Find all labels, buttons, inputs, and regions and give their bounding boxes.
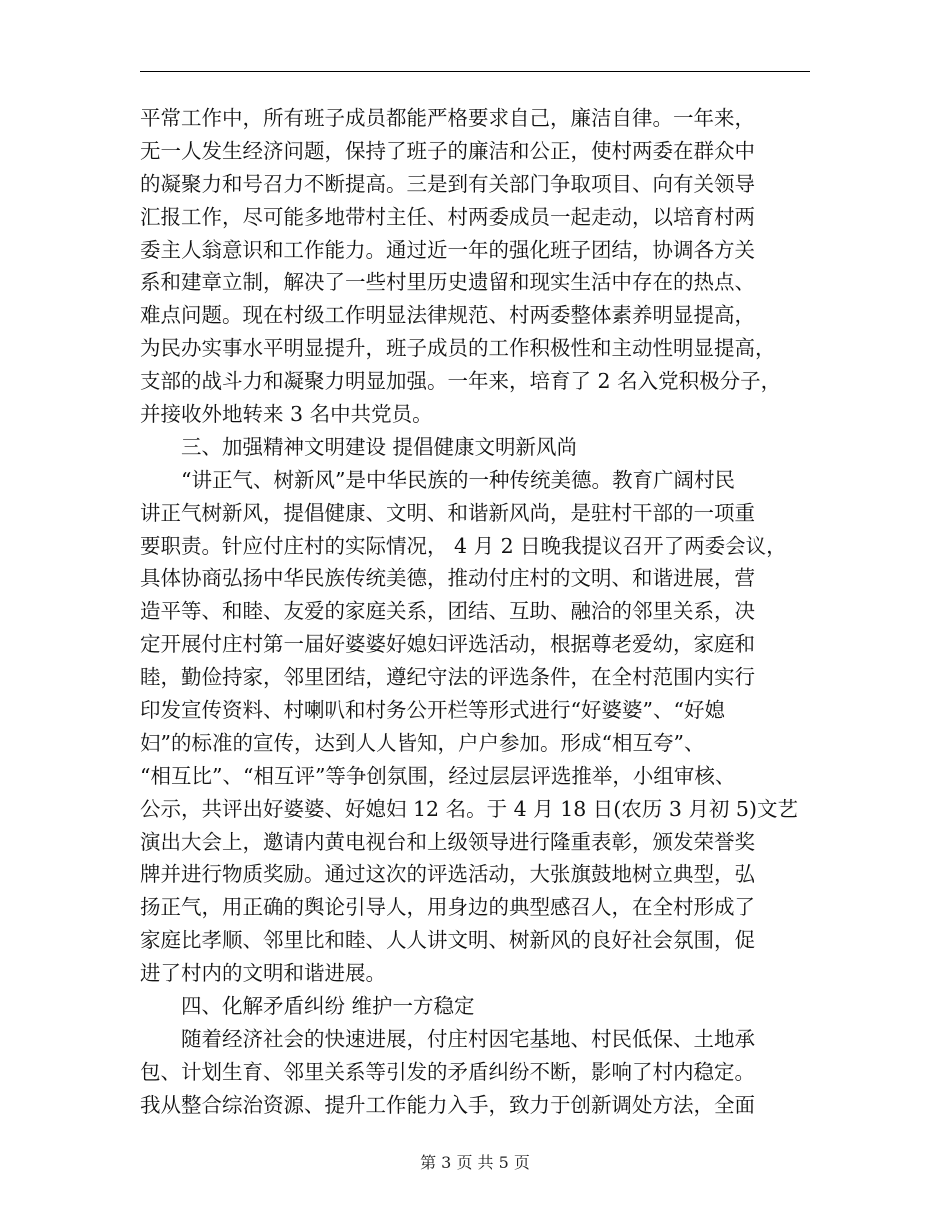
text-line: 进了村内的文明和谐进展。 [140,961,386,986]
text-line: 家庭比孝顺、邻里比和睦、人人讲文明、树新风的良好社会氛围，促 [140,928,755,953]
text-line: 包、计划生育、邻里关系等引发的矛盾纠纷不断，影响了村内稳定。 [140,1059,755,1084]
text-line: 的凝聚力和号召力不断提高。三是到有关部门争取项目、向有关领导 [140,171,755,196]
text-line: 为民办实事水平明显提升，班子成员的工作积极性和主动性明显提高， [140,336,776,361]
text-line: 印发宣传资料、村喇叭和村务公开栏等形式进行“好婆婆”、“好媳 [140,698,725,723]
text-line: 难点问题。现在村级工作明显法律规范、村两委整体素养明显提高， [140,303,755,328]
text-line: 委主人翁意识和工作能力。通过近一年的强化班子团结，协调各方关 [140,237,755,262]
text-line: 要职责。针应付庄村的实际情况， 4 月 2 日晚我提议召开了两委会议， [140,533,787,558]
text-line: “讲正气、树新风”是中华民族的一种传统美德。教育广阔村民 [181,467,735,492]
text-line: 造平等、和睦、友爱的家庭关系，团结、互助、融洽的邻里关系，决 [140,599,755,624]
text-line: 我从整合综治资源、提升工作能力入手，致力于创新调处方法，全面 [140,1092,755,1117]
document-body [140,102,812,1122]
text-line: 随着经济社会的快速进展，付庄村因宅基地、村民低保、土地承 [181,1026,755,1051]
text-line: 扬正气，用正确的舆论引导人，用身边的典型感召人，在全村形成了 [140,895,755,920]
text-line: 公示，共评出好婆婆、好媳妇 12 名。于 4 月 18 日(农历 3 月初 5)文艺 [140,796,798,821]
text-line: 睦，勤俭持家，邻里团结，遵纪守法的评选条件，在全村范围内实行 [140,665,755,690]
text-line: 四、化解矛盾纠纷 维护一方稳定 [181,994,475,1019]
text-line: 演出大会上，邀请内黄电视台和上级领导进行隆重表彰，颁发荣誉奖 [140,829,755,854]
text-line: 平常工作中，所有班子成员都能严格要求自己，廉洁自律。一年来， [140,106,755,130]
text-line: 讲正气树新风，提倡健康、文明、和谐新风尚，是驻村干部的一项重 [140,500,755,525]
page-footer: 第 3 页 共 5 页 [420,1153,530,1172]
text-line: 定开展付庄村第一届好婆婆好媳妇评选活动，根据尊老爱幼，家庭和 [140,632,755,657]
header-rule [140,71,810,72]
text-line: 并接收外地转来 3 名中共党员。 [140,402,433,427]
text-line: 支部的战斗力和凝聚力明显加强。一年来，培育了 2 名入党积极分子， [140,369,782,394]
text-line: 三、加强精神文明建设 提倡健康文明新风尚 [181,434,578,459]
text-line: 汇报工作，尽可能多地带村主任、村两委成员一起走动，以培育村两 [140,204,755,229]
text-line: “相互比”、“相互评”等争创氛围，经过层层评选推举，小组审核、 [140,763,736,788]
text-line: 系和建章立制，解决了一些村里历史遗留和现实生活中存在的热点、 [140,270,755,295]
text-line: 具体协商弘扬中华民族传统美德，推动付庄村的文明、和谐进展，营 [140,566,755,591]
text-line: 牌并进行物质奖励。通过这次的评选活动，大张旗鼓地树立典型，弘 [140,862,755,887]
text-line: 无一人发生经济问题，保持了班子的廉洁和公正，使村两委在群众中 [140,138,755,163]
text-line: 妇”的标准的宣传，达到人人皆知，户户参加。形成“相互夸”、 [140,730,705,755]
